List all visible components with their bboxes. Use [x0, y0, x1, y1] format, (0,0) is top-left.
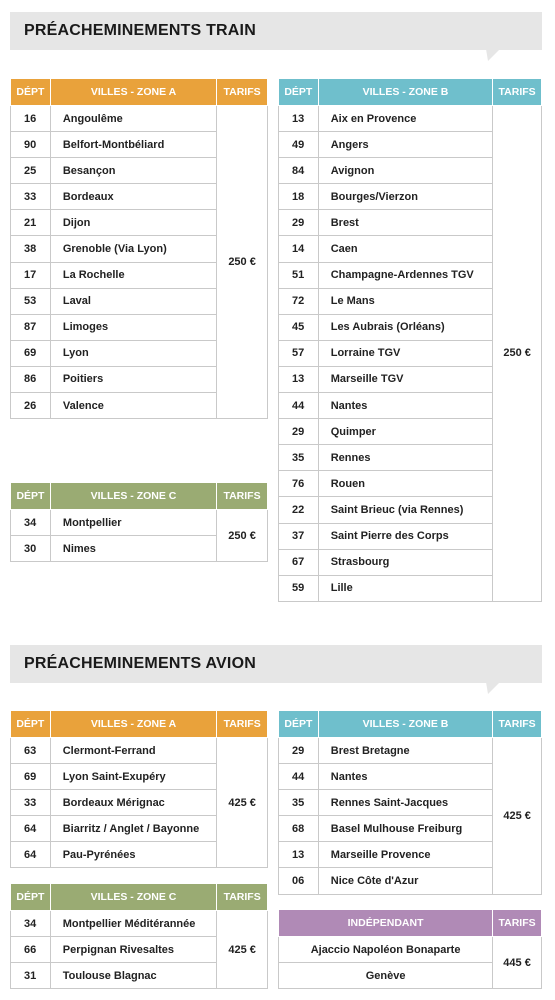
table-row [11, 911, 268, 937]
dept-cell: 26 [11, 393, 51, 419]
dept-cell: 13 [279, 106, 319, 132]
dept-cell: 49 [279, 132, 319, 158]
city-cell: Les Aubrais (Orléans) [318, 314, 493, 340]
header-tarifs: TARIFS [493, 79, 542, 106]
city-cell: La Rochelle [50, 262, 216, 288]
dept-cell: 22 [279, 497, 319, 523]
city-cell: Limoges [50, 314, 216, 340]
dept-cell: 53 [11, 288, 51, 314]
price-cell: 425 € [493, 738, 542, 895]
city-cell: Basel Mulhouse Freiburg [318, 816, 492, 842]
dept-cell: 29 [279, 419, 319, 445]
city-cell: Le Mans [318, 288, 493, 314]
dept-cell: 59 [279, 575, 319, 601]
dept-cell: 29 [279, 210, 319, 236]
dept-cell: 14 [279, 236, 319, 262]
train-section-title: PRÉACHEMINEMENTS TRAIN [24, 22, 256, 39]
train-zone-a-table [10, 78, 268, 419]
header-tarifs: TARIFS [493, 910, 542, 937]
dept-cell: 57 [279, 340, 319, 366]
banner-speech-tail [486, 49, 500, 61]
dept-cell: 44 [279, 764, 319, 790]
header-dept: DÉPT [11, 711, 51, 738]
table-header-row [279, 711, 542, 738]
city-cell: Caen [318, 236, 493, 262]
city-cell: Angers [318, 132, 493, 158]
city-cell: Strasbourg [318, 549, 493, 575]
dept-cell: 13 [279, 842, 319, 868]
dept-cell: 69 [11, 340, 51, 366]
city-cell: Angoulême [50, 106, 216, 132]
city-cell: Bordeaux [50, 184, 216, 210]
city-cell: Champagne-Ardennes TGV [318, 262, 493, 288]
price-cell: 425 € [217, 738, 268, 868]
table-header-row [11, 483, 268, 510]
header-dept: DÉPT [11, 483, 51, 510]
dept-cell: 06 [279, 868, 319, 894]
dept-cell: 18 [279, 184, 319, 210]
banner-speech-tail [486, 682, 500, 694]
city-cell: Ajaccio Napoléon Bonaparte [279, 937, 493, 963]
dept-cell: 44 [279, 393, 319, 419]
dept-cell: 76 [279, 471, 319, 497]
train-section-banner [10, 12, 542, 50]
city-cell: Genève [279, 963, 493, 989]
price-cell: 425 € [217, 911, 268, 989]
dept-cell: 16 [11, 106, 51, 132]
dept-cell: 87 [11, 314, 51, 340]
dept-cell: 51 [279, 262, 319, 288]
header-villes: VILLES - ZONE B [318, 711, 492, 738]
avion-zone-b-table [278, 710, 542, 895]
dept-cell: 34 [11, 510, 51, 536]
city-cell: Saint Pierre des Corps [318, 523, 493, 549]
header-dept: DÉPT [279, 711, 319, 738]
city-cell: Laval [50, 288, 216, 314]
city-cell: Bourges/Vierzon [318, 184, 493, 210]
city-cell: Valence [50, 393, 216, 419]
city-cell: Montpellier Méditérannée [50, 911, 217, 937]
city-cell: Saint Brieuc (via Rennes) [318, 497, 493, 523]
city-cell: Lorraine TGV [318, 340, 493, 366]
header-tarifs: TARIFS [217, 483, 268, 510]
dept-cell: 45 [279, 314, 319, 340]
dept-cell: 21 [11, 210, 51, 236]
header-tarifs: TARIFS [493, 711, 542, 738]
header-dept: DÉPT [11, 884, 51, 911]
city-cell: Grenoble (Via Lyon) [50, 236, 216, 262]
table-header-row [11, 79, 268, 106]
city-cell: Montpellier [50, 510, 216, 536]
dept-cell: 29 [279, 738, 319, 764]
dept-cell: 33 [11, 184, 51, 210]
header-villes: VILLES - ZONE B [318, 79, 493, 106]
header-tarifs: TARIFS [217, 711, 268, 738]
city-cell: Lyon Saint-Exupéry [50, 764, 217, 790]
header-tarifs: TARIFS [217, 884, 268, 911]
header-tarifs: TARIFS [217, 79, 268, 106]
dept-cell: 64 [11, 842, 51, 868]
dept-cell: 69 [11, 764, 51, 790]
price-cell: 445 € [493, 937, 542, 989]
table-header-row [11, 884, 268, 911]
city-cell: Lille [318, 575, 493, 601]
city-cell: Rennes [318, 445, 493, 471]
dept-cell: 68 [279, 816, 319, 842]
dept-cell: 17 [11, 262, 51, 288]
price-cell: 250 € [493, 106, 542, 602]
city-cell: Clermont-Ferrand [50, 738, 217, 764]
header-villes: VILLES - ZONE C [50, 483, 216, 510]
header-villes: VILLES - ZONE C [50, 884, 217, 911]
city-cell: Marseille TGV [318, 366, 493, 392]
dept-cell: 35 [279, 790, 319, 816]
city-cell: Avignon [318, 158, 493, 184]
avion-zone-a-table [10, 710, 268, 868]
city-cell: Pau-Pyrénées [50, 842, 217, 868]
avion-section-banner [10, 645, 542, 683]
city-cell: Nantes [318, 764, 492, 790]
table-header-row [279, 79, 542, 106]
table-header-row [279, 910, 542, 937]
city-cell: Bordeaux Mérignac [50, 790, 217, 816]
train-zone-c-table [10, 482, 268, 562]
city-cell: Toulouse Blagnac [50, 963, 217, 989]
dept-cell: 86 [11, 366, 51, 392]
city-cell: Rennes Saint-Jacques [318, 790, 492, 816]
dept-cell: 35 [279, 445, 319, 471]
city-cell: Brest Bretagne [318, 738, 492, 764]
table-row [279, 738, 542, 764]
city-cell: Nice Côte d'Azur [318, 868, 492, 894]
header-dept: DÉPT [11, 79, 51, 106]
table-header-row [11, 711, 268, 738]
table-row [11, 738, 268, 764]
city-cell: Poitiers [50, 366, 216, 392]
dept-cell: 64 [11, 816, 51, 842]
city-cell: Rouen [318, 471, 493, 497]
avion-independant-table [278, 909, 542, 989]
city-cell: Marseille Provence [318, 842, 492, 868]
table-row [279, 106, 542, 132]
dept-cell: 13 [279, 366, 319, 392]
city-cell: Nantes [318, 393, 493, 419]
price-cell: 250 € [217, 106, 268, 419]
dept-cell: 30 [11, 536, 51, 562]
city-cell: Aix en Provence [318, 106, 493, 132]
dept-cell: 63 [11, 738, 51, 764]
table-row [279, 937, 542, 963]
header-villes: VILLES - ZONE A [50, 79, 216, 106]
header-villes: VILLES - ZONE A [50, 711, 217, 738]
city-cell: Dijon [50, 210, 216, 236]
city-cell: Biarritz / Anglet / Bayonne [50, 816, 217, 842]
dept-cell: 66 [11, 937, 51, 963]
dept-cell: 31 [11, 963, 51, 989]
dept-cell: 33 [11, 790, 51, 816]
city-cell: Nimes [50, 536, 216, 562]
table-row [11, 106, 268, 132]
city-cell: Brest [318, 210, 493, 236]
dept-cell: 25 [11, 158, 51, 184]
avion-zone-c-table [10, 883, 268, 989]
header-dept: DÉPT [279, 79, 319, 106]
avion-section-title: PRÉACHEMINEMENTS AVION [24, 655, 256, 672]
dept-cell: 38 [11, 236, 51, 262]
price-cell: 250 € [217, 510, 268, 562]
dept-cell: 34 [11, 911, 51, 937]
dept-cell: 67 [279, 549, 319, 575]
dept-cell: 84 [279, 158, 319, 184]
dept-cell: 90 [11, 132, 51, 158]
city-cell: Lyon [50, 340, 216, 366]
city-cell: Belfort-Montbéliard [50, 132, 216, 158]
header-category: INDÉPENDANT [279, 910, 493, 937]
city-cell: Quimper [318, 419, 493, 445]
city-cell: Perpignan Rivesaltes [50, 937, 217, 963]
train-zone-b-table [278, 78, 542, 602]
table-row [11, 510, 268, 536]
dept-cell: 72 [279, 288, 319, 314]
dept-cell: 37 [279, 523, 319, 549]
city-cell: Besançon [50, 158, 216, 184]
